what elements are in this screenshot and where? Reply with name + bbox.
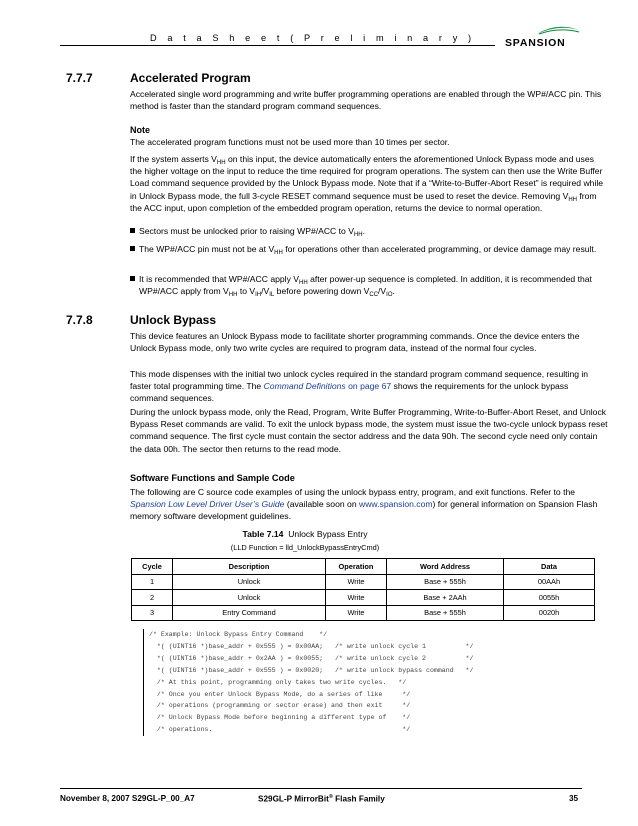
list-item: It is recommended that WP#/ACC apply $V_{HH}$ after power-up sequence is completed. In addition, it is recommended that WP#/ACC apply from $V_{HH}$ to $V_{IH}/V_{IL}$ before powering down $V_{CC}/V_{IO}$. xyxy=(130,273,608,297)
paragraph: This mode dispenses with the initial two unlock cycles required in the standard program command sequence, resulting in faster total programming time. The Command Definitions on page 67 shows the requirements for the unlock bypass command sequences. xyxy=(130,369,589,404)
spansion-logo xyxy=(497,24,582,50)
command-definitions-link[interactable]: Command Definitions xyxy=(263,381,346,392)
note-heading: Note xyxy=(130,125,150,135)
footer-date-docid: November 8, 2007 S29GL-P_00_A7 xyxy=(60,794,195,803)
page-link[interactable]: on page 67 xyxy=(345,381,392,392)
table-caption: Table 7.14 Unlock Bypass Entry xyxy=(242,529,368,539)
code-line: /* At this point, programming only takes two write cycles. */ xyxy=(149,678,407,686)
list-item: Sectors must be unlocked prior to raising WP#/ACC to $V_{HH}$. xyxy=(130,225,608,237)
table-row: 2 Unlock Write Base + 2AAh 0055h xyxy=(132,590,595,606)
section-title-777: Accelerated Program xyxy=(130,71,251,85)
paragraph: The following are C source code examples of using the unlock bypass entry, program, and exit functions. Refer to the Spansion Low Level Driver User’s Guide (available soon on www.spansion.com) for general information on Spansion Flash memory software development guidelines. xyxy=(130,487,598,522)
code-sample xyxy=(143,629,529,736)
table-header-row: Cycle Description Operation Word Address Data xyxy=(132,559,595,575)
code-line: *( (UINT16 *)base_addr + 0x555 ) = 0x00AA; /* write unlock cycle 1 */ xyxy=(149,642,474,650)
spansion-url-link[interactable]: www.spansion.com xyxy=(358,499,433,510)
bullet-square-icon xyxy=(130,276,135,281)
list-item: The WP#/ACC pin must not be at $V_{HH}$ for operations other than accelerated programming, or device damage may result. xyxy=(130,243,608,267)
paragraph: This device features an Unlock Bypass mode to facilitate shorter programming commands. Once the device enters the Unlock Bypass mode, only two write cycles are required to program data, instead of the normal four cycles. xyxy=(130,331,580,354)
table-row: 1 Unlock Write Base + 555h 00AAh xyxy=(132,574,595,590)
footer-rule xyxy=(60,788,582,789)
driver-guide-link[interactable]: Spansion Low Level Driver User’s Guide xyxy=(130,499,285,510)
note-text: The accelerated program functions must not be used more than 10 times per sector. xyxy=(130,137,450,147)
paragraph: During the unlock bypass mode, only the Read, Program, Write Buffer Programming, Write-to-Buffer-Abort Reset, and Unlock Bypass Reset commands are valid. To exit the unlock bypass mode, the system must issue the two-cycle unlock bypass reset command sequence. The first cycle must contain the sector address and the data 90h. The second cycle need only contain the data 00h. The sector then returns to the read mode. xyxy=(130,407,608,454)
code-line: /* operations. */ xyxy=(149,726,411,734)
paragraph: Accelerated single word programming and write buffer programming operations are enabled through the WP#/ACC pin. This method is faster than the standard program command sequences. xyxy=(130,89,602,112)
code-line: *( (UINT16 *)base_addr + 0x555 ) = 0x0020; /* write unlock bypass command */ xyxy=(149,666,474,674)
logo-text: SPANSION xyxy=(505,37,566,49)
code-line: /* operations (programming or sector erase) and then exit */ xyxy=(149,702,411,710)
bullet-square-icon xyxy=(130,228,135,233)
table-row: 3 Entry Command Write Base + 555h 0020h xyxy=(132,605,595,621)
paragraph: If the system asserts $V_{HH}$ on this input, the device automatically enters the aforementioned Unlock Bypass mode and uses the higher voltage on the input to reduce the time required for program operations. The system can then use the Write Buffer Load command sequence provided by the Unlock Bypass mode. Note that if a “Write-to-Buffer-Abort Reset” is required while in Unlock Bypass mode, the full 3-cycle RESET command sequence must be used to reset the device. Removing $V_{HH}$ from the ACC input, upon completion of the embedded program operation, returns the device to normal operation. xyxy=(130,154,604,213)
section-number-777: 7.7.7 xyxy=(66,71,93,85)
header-rule xyxy=(60,45,495,46)
page-header-title: D a t a S h e e t ( P r e l i m i n a r y ) xyxy=(150,33,476,43)
page-number: 35 xyxy=(569,794,579,803)
code-line: /* Example: Unlock Bypass Entry Command */ xyxy=(149,631,328,638)
code-line: *( (UINT16 *)base_addr + 0x2AA ) = 0x0055; /* write unlock cycle 2 */ xyxy=(149,654,474,662)
code-line: /* Once you enter Unlock Bypass Mode, do a series of like */ xyxy=(149,690,411,698)
table-subcaption: (LLD Function = lld_UnlockBypassEntryCmd) xyxy=(230,543,380,552)
subheading: Software Functions and Sample Code xyxy=(130,473,295,483)
section-title-778: Unlock Bypass xyxy=(130,313,217,327)
unlock-bypass-table xyxy=(131,558,595,621)
footer-product: S29GL-P MirrorBit® Flash Family xyxy=(258,794,385,804)
bullet-square-icon xyxy=(130,246,135,251)
section-number-778: 7.7.8 xyxy=(66,313,93,327)
code-line: /* Unlock Bypass Mode before beginning a different type of */ xyxy=(149,714,411,722)
